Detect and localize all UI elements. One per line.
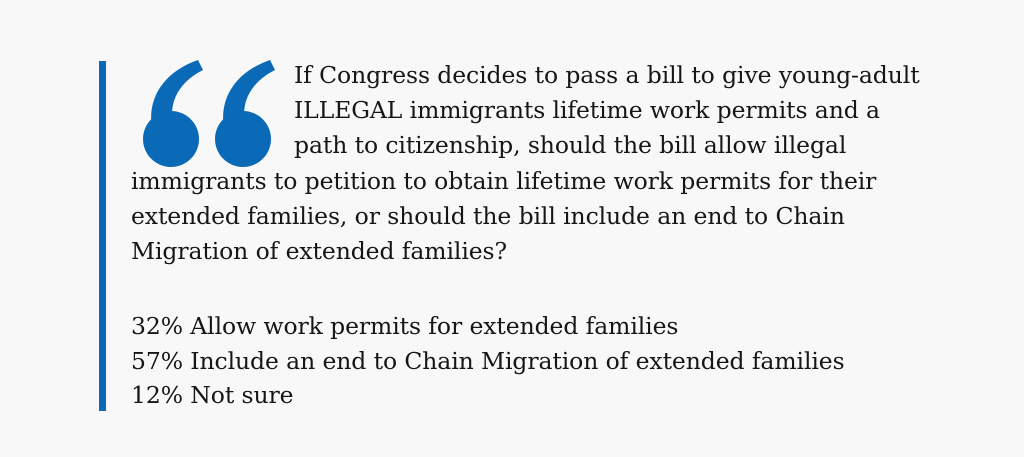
survey-question [131,58,931,269]
result-item: 12% Not sure [131,381,294,409]
quote-accent-bar [99,61,106,411]
survey-results [131,309,845,413]
survey-question-text: If Congress decides to pass a bill to give young-adult ILLEGAL immigrants lifetime work permits and a path to citizenship, should the bill allow illegal immigrants to petition to obtain lifetime work permits for their extended families, or should the bill include an end to Chain Migration of extended families? [131,61,920,266]
result-item: 57% Include an end to Chain Migration of extended families [131,346,845,375]
result-item: 32% Allow work permits for extended families [131,312,679,340]
quote-icon-spacer [131,58,294,163]
